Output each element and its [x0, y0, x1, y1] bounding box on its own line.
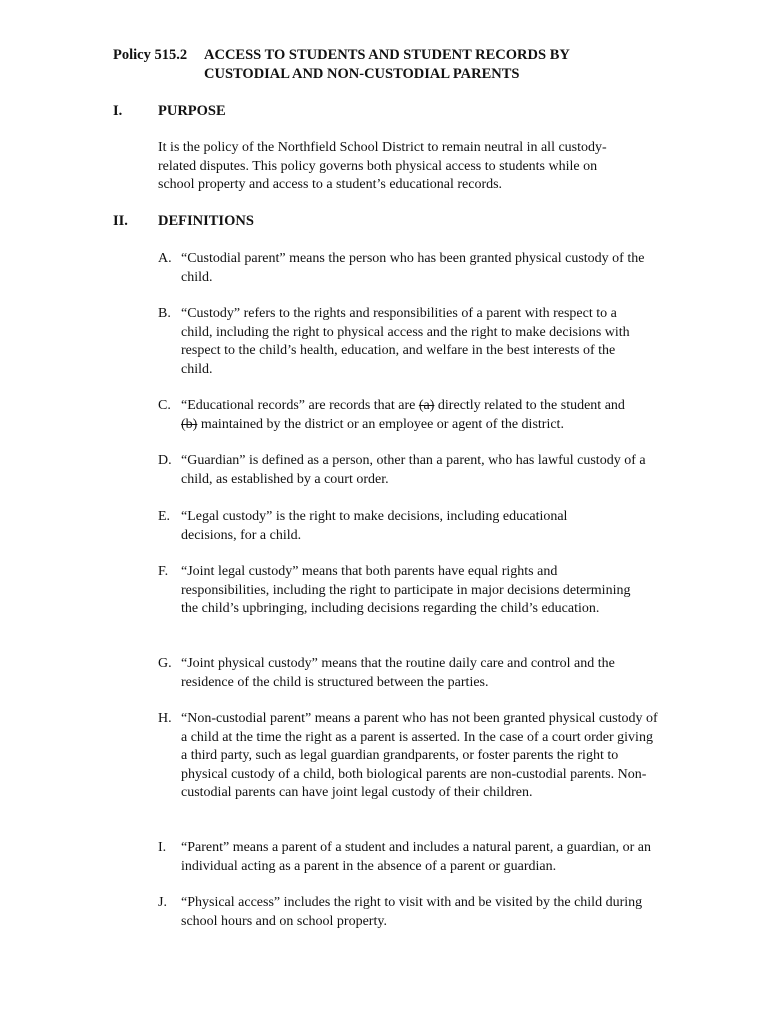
item-text: “Parent” means a parent of a student and includes a natural parent, a guardian, or an individual acting as a parent in the absence of a parent or guardian. [181, 840, 651, 874]
definition-item-f [158, 563, 648, 619]
item-letter: E. [158, 509, 171, 524]
item-letter: I. [158, 840, 167, 855]
policy-title: ACCESS TO STUDENTS AND STUDENT RECORDS BY CUSTODIAL AND NON-CUSTODIAL PARENTS [204, 47, 570, 82]
item-text: “Joint legal custody” means that both parents have equal rights and responsibilities, including the right to participate in major decisions determining the child’s upbringing, including decisions regarding the child’s education. [181, 564, 631, 616]
definition-item-b [158, 305, 633, 379]
section-numeral: I. [113, 103, 123, 119]
definition-item-c [158, 397, 643, 434]
item-text-part: maintained by the district or an employee or agent of the district. [200, 416, 564, 432]
item-letter: J. [158, 895, 167, 910]
item-text: “Guardian” is defined as a person, other than a parent, who has lawful custody of a child, as established by a court order. [181, 453, 646, 487]
definition-item-h [158, 710, 658, 803]
definition-item-a [158, 250, 648, 287]
item-letter: H. [158, 711, 172, 726]
definition-item-i [158, 839, 658, 876]
struck-text: (a) [418, 398, 435, 413]
definition-item-g [158, 655, 658, 692]
item-text: “Non-custodial parent” means a parent who has not been granted physical custody of a child at the time the right as a parent is asserted. In the case of a court order giving a third party, such as legal guardian grandparents, or foster parents the right to physical custody of a child, both biological parents are non-custodial parents. Non-custodial parents can have joint legal custody of their children. [181, 711, 658, 800]
item-text [181, 397, 643, 434]
item-letter: D. [158, 453, 172, 468]
policy-number: Policy 515.2 [113, 47, 188, 63]
section-title: PURPOSE [158, 103, 226, 119]
purpose-paragraph: It is the policy of the Northfield School District to remain neutral in all custody-related disputes. This policy governs both physical access to students while on school property and access to a student’s educational records. [158, 140, 607, 192]
item-text: “Joint physical custody” means that the routine daily care and control and the residence of the child is structured between the parties. [181, 656, 615, 690]
item-text-part: “Educational records” are records that are [181, 398, 416, 413]
item-letter: G. [158, 656, 172, 671]
section-numeral: II. [113, 213, 128, 229]
section-title: DEFINITIONS [158, 213, 254, 229]
item-text-part: directly related to the student and [437, 398, 625, 413]
item-text: “Custody” refers to the rights and responsibilities of a parent with respect to a child, including the right to physical access and the right to make decisions with respect to the child’s health, education, and welfare in the best interests of the child. [181, 306, 630, 377]
item-letter: F. [158, 564, 169, 579]
definition-item-d [158, 452, 663, 489]
item-letter: C. [158, 398, 171, 413]
item-letter: A. [158, 251, 172, 266]
definition-item-j [158, 894, 643, 931]
item-text: “Custodial parent” means the person who has been granted physical custody of the child. [181, 251, 645, 285]
item-text: “Legal custody” is the right to make decisions, including educational decisions, for a child. [181, 509, 568, 543]
struck-text: (b) [181, 416, 198, 432]
definition-item-e [158, 508, 608, 545]
item-letter: B. [158, 306, 171, 321]
item-text: “Physical access” includes the right to visit with and be visited by the child during school hours and on school property. [181, 895, 643, 929]
